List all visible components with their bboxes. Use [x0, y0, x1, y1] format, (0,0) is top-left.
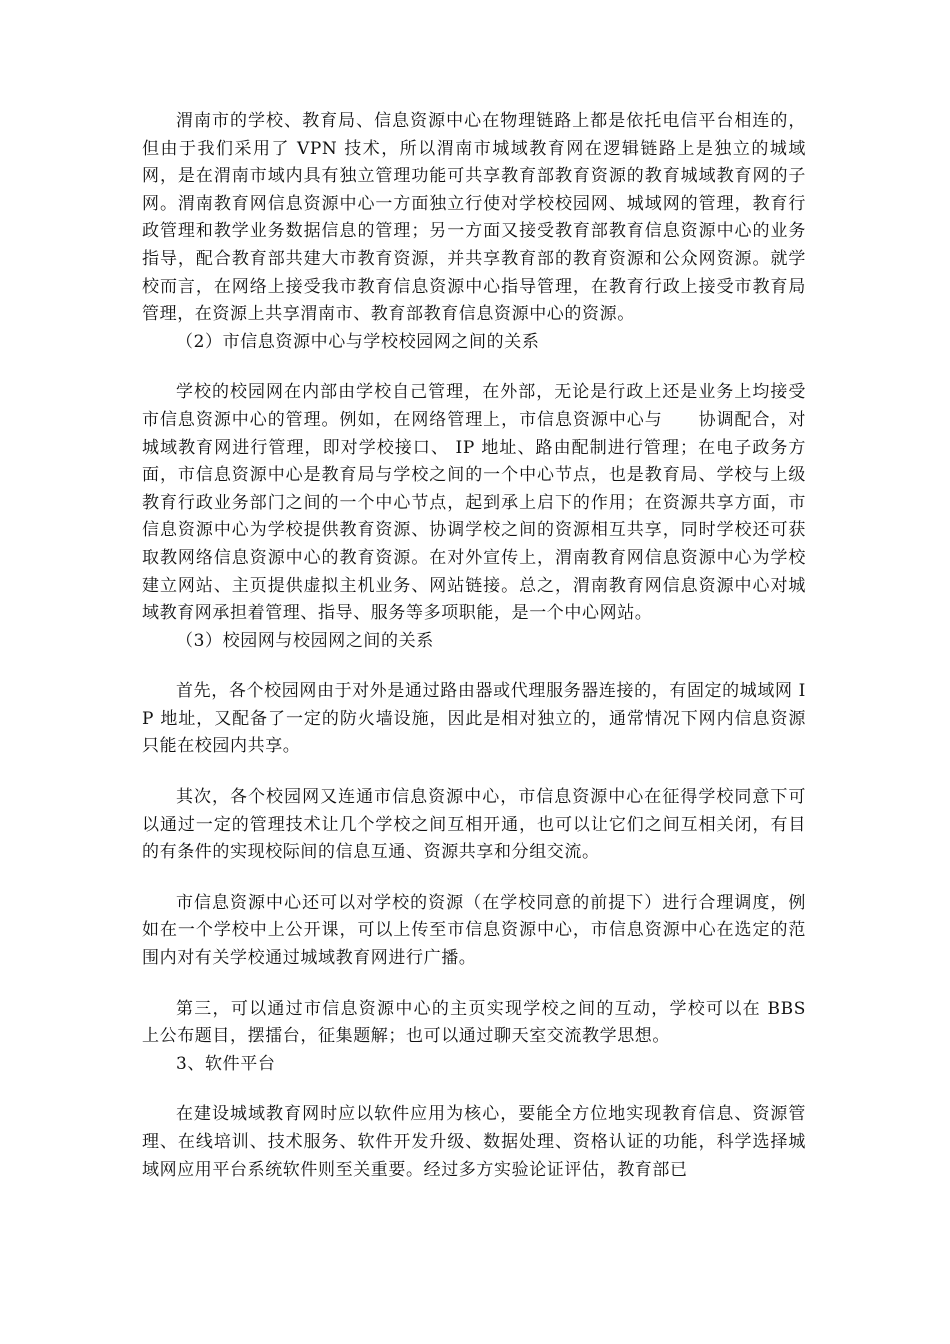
section-heading-software: 3、软件平台 — [176, 1053, 276, 1074]
paragraph-resource-center-campus: 学校的校园网在内部由学校自己管理，在外部，无论是行政上还是业务上均接受市信息资源中心的管理。例如，在网络管理上，市信息资源中心与 协调配合，对城域教育网进行管理，即对学校接口、 IP 地址、路由配制进行管理；在电子政务方面，市信息资源中心是教育局与学校之间的一个中心节点，也是教育局、学校与上级教育行政业务部门之间的一个中心节点，起到承上启下的作用；在资源共享方面，市信息资源中心为学校提供教育资源、协调学校之间的资源相互共享，同时学校还可获取教网络信息资源中心的教育资源。在对外宣传上，渭南教育网信息资源中心为学校建立网站、主页提供虚拟主机业务、网站链接。总之，渭南教育网信息资源中心对城域教育网承担着管理、指导、服务等多项职能，是一个中心网站。 — [142, 382, 806, 624]
paragraph-scheduling: 市信息资源中心还可以对学校的资源（在学校同意的前提下）进行合理调度，例如在一个学校中上公开课，可以上传至市信息资源中心，市信息资源中心在选定的范围内对有关学校通过城域教育网进行广播。 — [142, 892, 806, 969]
paragraph-software-platform: 在建设城域教育网时应以软件应用为核心，要能全方位地实现教育信息、资源管理、在线培训、技术服务、软件开发升级、数据处理、资格认证的功能，科学选择城域网应用平台系统软件则至关重要。经过多方实验论证评估，教育部已 — [142, 1104, 806, 1180]
section-heading-3: （3）校园网与校园网之间的关系 — [176, 630, 434, 651]
paragraph-third: 第三，可以通过市信息资源中心的主页实现学校之间的互动，学校可以在 BBS 上公布题目，摆擂台，征集题解；也可以通过聊天室交流教学思想。 — [142, 998, 806, 1047]
paragraph-first: 首先，各个校园网由于对外是通过路由器或代理服务器连接的，有固定的城域网 IP 地址，又配备了一定的防火墙设施，因此是相对独立的，通常情况下网内信息资源只能在校园内共享。 — [142, 681, 806, 757]
document-page — [142, 108, 806, 1184]
paragraph-weinan-network: 渭南市的学校、教育局、信息资源中心在物理链路上都是依托电信平台相连的，但由于我们采用了 VPN 技术，所以渭南市城域教育网在逻辑链路上是独立的城域网，是在渭南市域内具有独立管理功能可共享教育部教育资源的教育城域教育网的子网。渭南教育网信息资源中心一方面独立行使对学校校园网、城域网的管理，教育行政管理和教学业务数据信息的管理；另一方面又接受教育部教育信息资源中心的业务指导，配合教育部共建大市教育资源，并共享教育部的教育资源和公众网资源。就学校而言，在网络上接受我市教育信息资源中心指导管理，在教育行政上接受市教育局管理，在资源上共享渭南市、教育部教育信息资源中心的资源。 — [142, 111, 806, 325]
paragraph-second: 其次，各个校园网又连通市信息资源中心，市信息资源中心在征得学校同意下可以通过一定的管理技术让几个学校之间互相开通，也可以让它们之间互相关闭，有目的有条件的实现校际间的信息互通、资源共享和分组交流。 — [142, 787, 806, 863]
section-heading-2: （2）市信息资源中心与学校校园网之间的关系 — [176, 331, 540, 352]
